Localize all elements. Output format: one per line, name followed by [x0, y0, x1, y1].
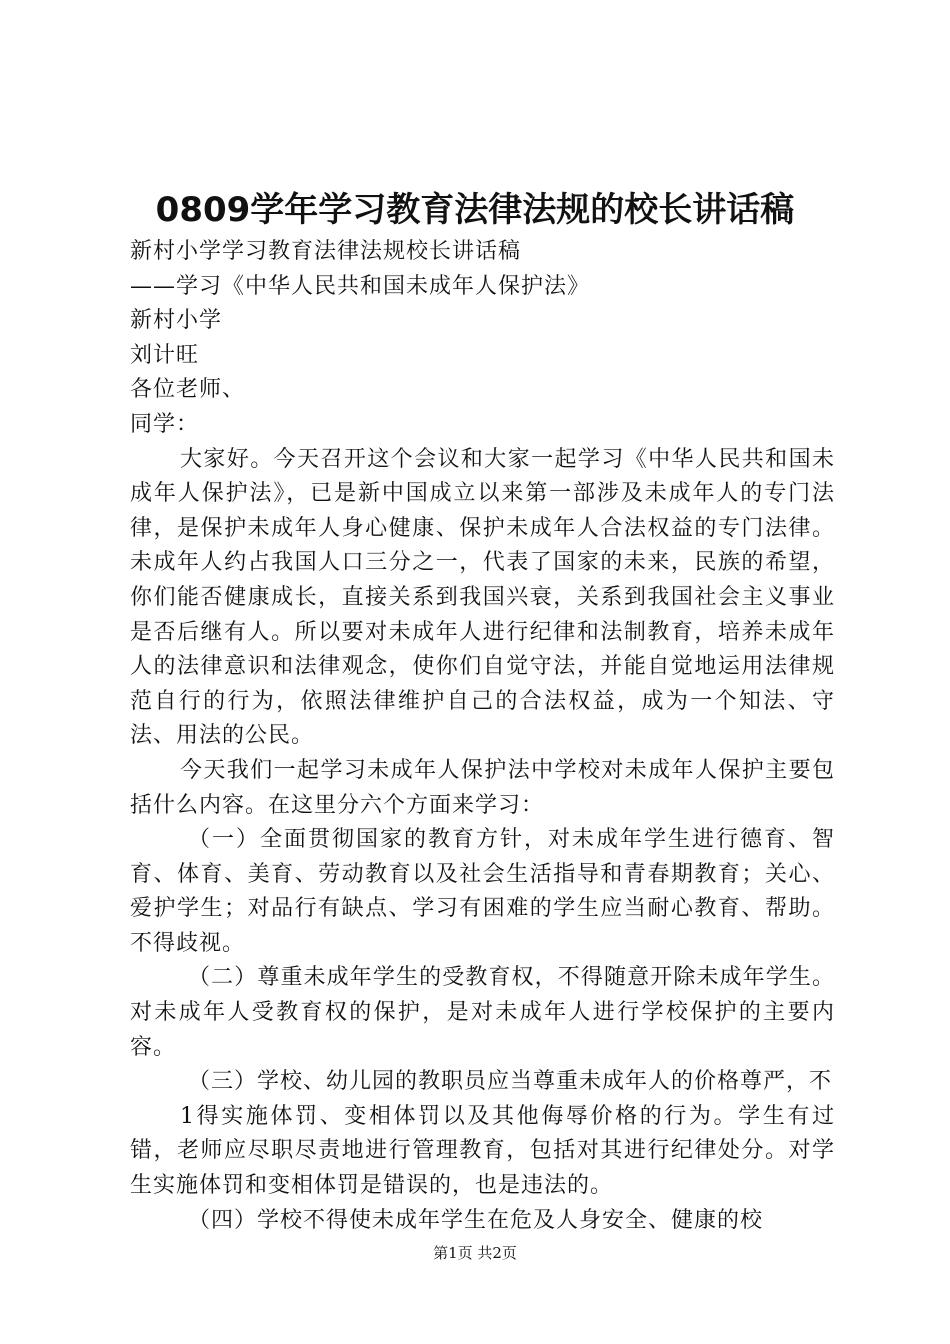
salutation-teachers: 各位老师、 — [130, 377, 246, 403]
paragraph-outline: 今天我们一起学习未成年人保护法中学校对未成年人保护主要包括什么内容。在这里分六个方面来学习： — [130, 757, 835, 818]
subtitle-line: 新村小学学习教育法律法规校长讲话稿 — [130, 239, 522, 264]
paragraph-point-3: （三）学校、幼儿园的教职员应当尊重未成年人的价格尊严，不 — [188, 1069, 833, 1095]
salutation-students: 同学： — [130, 411, 200, 437]
document-title: 0809学年学习教育法律法规的校长讲话稿 — [155, 190, 795, 230]
subtitle-law-line: ——学习《中华人民共和国未成年人保护法》 — [130, 273, 591, 299]
page-number-footer: 第1页 共2页 — [433, 1244, 517, 1262]
paragraph-intro: 大家好。今天召开这个会议和大家一起学习《中华人民共和国未成年人保护法》，已是新中国成立以来第一部涉及未成年人的专门法律，是保护未成年人身心健康、保护未成年人合法权益的专门法律。未成年人约占我国人口三分之一，代表了国家的未来，民族的希望，你们能否健康成长，直接关系到我国兴衰，关系到我国社会主义事业是否后继有人。所以要对未成年人进行纪律和法制教育，培养未成年人的法律意识和法律观念，使你们自觉守法，并能自觉地运用法律规范自行的行为，依照法律维护自己的合法权益，成为一个知法、守法、用法的公民。 — [130, 446, 835, 749]
paragraph-point-1: （一）全面贯彻国家的教育方针，对未成年学生进行德育、智育、体育、美育、劳动教育以及社会生活指导和青春期教育；关心、爱护学生；对品行有缺点、学习有困难的学生应当耐心教育、帮助。不得歧视。 — [130, 827, 835, 956]
author-name: 刘计旺 — [130, 342, 200, 368]
paragraph-point-2: （二）尊重未成年学生的受教育权，不得随意开除未成年学生。对未成年人受教育权的保护，是对未成年人进行学校保护的主要内容。 — [130, 965, 835, 1060]
school-name: 新村小学 — [130, 308, 223, 334]
paragraph-point-4: （四）学校不得使未成年学生在危及人身安全、健康的校 — [188, 1207, 764, 1233]
paragraph-point-3-cont: 1得实施体罚、变相体罚以及其他侮辱价格的行为。学生有过错，老师应尽职尽责地进行管理教育，包括对其进行纪律处分。对学生实施体罚和变相体罚是错误的，也是违法的。 — [130, 1103, 835, 1199]
document-body — [130, 235, 835, 1238]
